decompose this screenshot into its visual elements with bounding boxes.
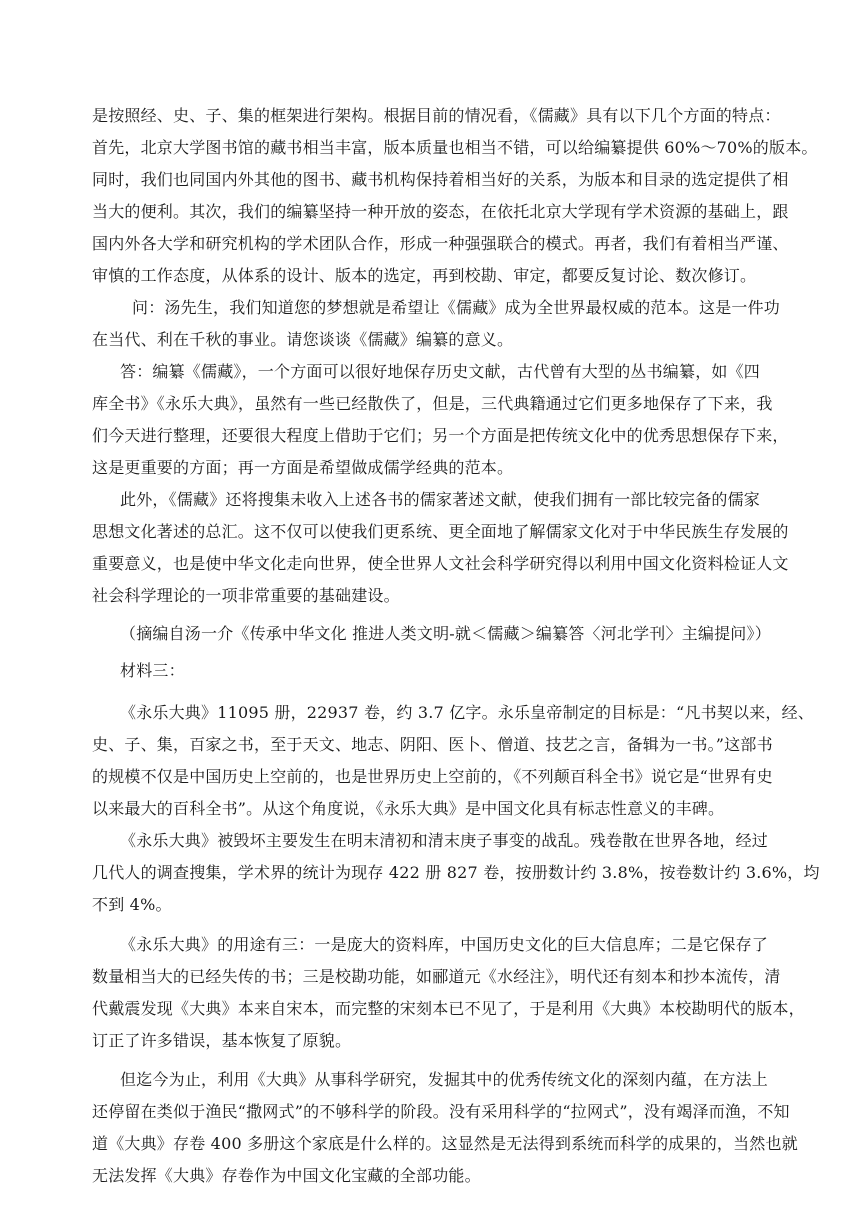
text-line: 几代人的调查搜集，学术界的统计为现存 422 册 827 卷，按册数计约 3.8%，按卷数计约 3.6%，均	[92, 863, 820, 882]
text-line: 代戴震发现《大典》本来自宋本，而完整的宋刻本已不见了，于是利用《大典》本校勘明代的版本，	[92, 999, 805, 1018]
text-line: 这是更重要的方面；再一方面是希望做成儒学经典的范本。	[92, 458, 514, 477]
text-line: 当大的便利。其次，我们的编纂坚持一种开放的姿态，在依托北京大学现有学术资源的基础上，跟	[92, 202, 789, 221]
text-line: 的规模不仅是中国历史上空前的，也是世界历史上空前的，《不列颠百科全书》说它是“世界有史	[92, 767, 773, 786]
text-line: 无法发挥《大典》存卷作为中国文化宝藏的全部功能。	[92, 1166, 481, 1185]
text-line: 审慎的工作态度，从体系的设计、版本的选定，再到校勘、审定，都要反复讨论、数次修订。	[92, 266, 757, 285]
text-line: 重要意义，也是使中华文化走向世界，使全世界人文社会科学研究得以利用中国文化资料检证人文	[92, 554, 789, 573]
text-line: 此外，《儒藏》还将搜集未收入上述各书的儒家著述文献，使我们拥有一部比较完备的儒家	[120, 490, 761, 509]
text-line: 但迄今为止，利用《大典》从事科学研究，发掘其中的优秀传统文化的深刻内蕴，在方法上	[120, 1070, 769, 1089]
text-line: 思想文化著述的总汇。这不仅可以使我们更系统、更全面地了解儒家文化对于中华民族生存发展的	[92, 522, 789, 541]
text-line: 们今天进行整理，还要很大程度上借助于它们；另一个方面是把传统文化中的优秀思想保存下来，	[92, 426, 789, 445]
text-line: 在当代、利在千秋的事业。请您谈谈《儒藏》编纂的意义。	[92, 330, 514, 349]
text-line: 道《大典》存卷 400 多册这个家底是什么样的。这显然是无法得到系统而科学的成果的，当然也就	[92, 1134, 798, 1153]
section-heading: 材料三：	[120, 661, 185, 680]
text-line: 史、子、集，百家之书，至于天文、地志、阴阳、医卜、僧道、技艺之言，备辑为一书。”这部书	[92, 735, 773, 754]
text-line: 不到 4%。	[92, 895, 172, 914]
text-line: 国内外各大学和研究机构的学术团队合作，形成一种强强联合的模式。再者，我们有着相当严谨、	[92, 234, 789, 253]
text-line: 社会科学理论的一项非常重要的基础建设。	[92, 586, 400, 605]
text-line: 还停留在类似于渔民“撒网式”的不够科学的阶段。没有采用科学的“拉网式”，没有竭泽而渔，不知	[92, 1102, 790, 1121]
text-line: 订正了许多错误，基本恢复了原貌。	[92, 1031, 352, 1050]
text-line: 问：汤先生，我们知道您的梦想就是希望让《儒藏》成为全世界最权威的范本。这是一件功	[132, 298, 781, 317]
text-line: 数量相当大的已经失传的书；三是校勘功能，如郦道元《水经注》，明代还有刻本和抄本流传，清	[92, 967, 781, 986]
text-line: 《永乐大典》11095 册，22937 卷，约 3.7 亿字。永乐皇帝制定的目标是：“凡书契以来，经、	[120, 703, 814, 722]
text-line: 首先，北京大学图书馆的藏书相当丰富，版本质量也相当不错，可以给编纂提供 60%～70%的版本。	[92, 138, 818, 157]
text-line: 以来最大的百科全书”。从这个角度说，《永乐大典》是中国文化具有标志性意义的丰碑。	[92, 799, 725, 818]
text-line: 《永乐大典》被毁坏主要发生在明末清初和清末庚子事变的战乱。残卷散在世界各地，经过	[120, 831, 769, 850]
text-line: 答：编纂《儒藏》，一个方面可以很好地保存历史文献，古代曾有大型的丛书编纂，如《四	[120, 362, 761, 381]
text-line: 是按照经、史、子、集的框架进行架构。根据目前的情况看，《儒藏》具有以下几个方面的特点：	[92, 106, 781, 125]
citation-line: （摘编自汤一介《传承中华文化 推进人类文明-就＜儒藏＞编纂答〈河北学刊〉主编提问》）	[120, 624, 771, 643]
text-line: 同时，我们也同国内外其他的图书、藏书机构保持着相当好的关系，为版本和目录的选定提供了相	[92, 170, 789, 189]
text-line: 库全书》《永乐大典》，虽然有一些已经散佚了，但是，三代典籍通过它们更多地保存了下来，我	[92, 394, 773, 413]
text-line: 《永乐大典》的用途有三：一是庞大的资料库，中国历史文化的巨大信息库；二是它保存了	[120, 935, 769, 954]
